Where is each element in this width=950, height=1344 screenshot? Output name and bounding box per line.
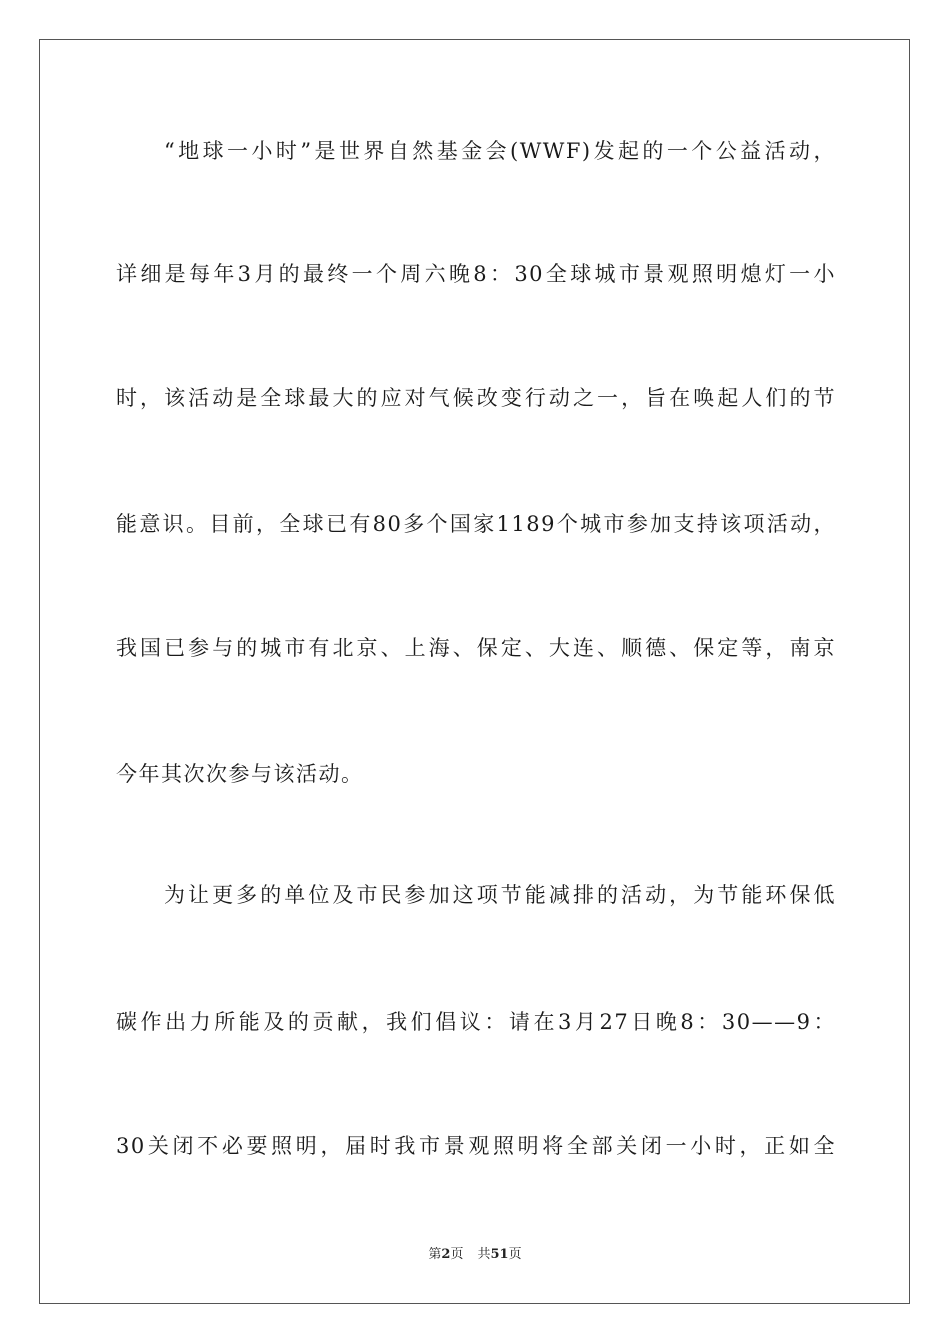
- paragraph-1-line-3: 时，该活动是全球最大的应对气候改变行动之一，旨在唤起人们的节: [116, 386, 836, 410]
- footer-page-number: 2: [441, 1247, 451, 1262]
- page-footer: [0, 1246, 950, 1264]
- footer-total-prefix: 共: [477, 1247, 491, 1262]
- paragraph-2-line-3: 30关闭不必要照明，届时我市景观照明将全部关闭一小时，正如全: [116, 1134, 836, 1158]
- paragraph-1-line-5: 我国已参与的城市有北京、上海、保定、大连、顺德、保定等，南京: [116, 636, 836, 660]
- footer-total-suffix: 页: [508, 1247, 522, 1262]
- footer-total-pages: 51: [490, 1247, 509, 1262]
- page-border: [39, 39, 910, 1304]
- paragraph-1-line-2: 详细是每年3月的最终一个周六晚8：30全球城市景观照明熄灯一小: [116, 262, 836, 286]
- paragraph-2-line-2: 碳作出力所能及的贡献，我们倡议：请在3月27日晚8：30——9：: [116, 1010, 836, 1034]
- footer-page-prefix: 第: [428, 1247, 442, 1262]
- paragraph-2-line-1: 为让更多的单位及市民参加这项节能减排的活动，为节能环保低: [164, 883, 836, 907]
- paragraph-1-line-1: “地球一小时”是世界自然基金会(WWF)发起的一个公益活动，: [164, 139, 836, 163]
- paragraph-1-line-4: 能意识。目前，全球已有80多个国家1189个城市参加支持该项活动，: [116, 512, 836, 536]
- paragraph-1-line-6: 今年其次次参与该活动。: [116, 762, 364, 786]
- footer-page-suffix: 页: [450, 1247, 464, 1262]
